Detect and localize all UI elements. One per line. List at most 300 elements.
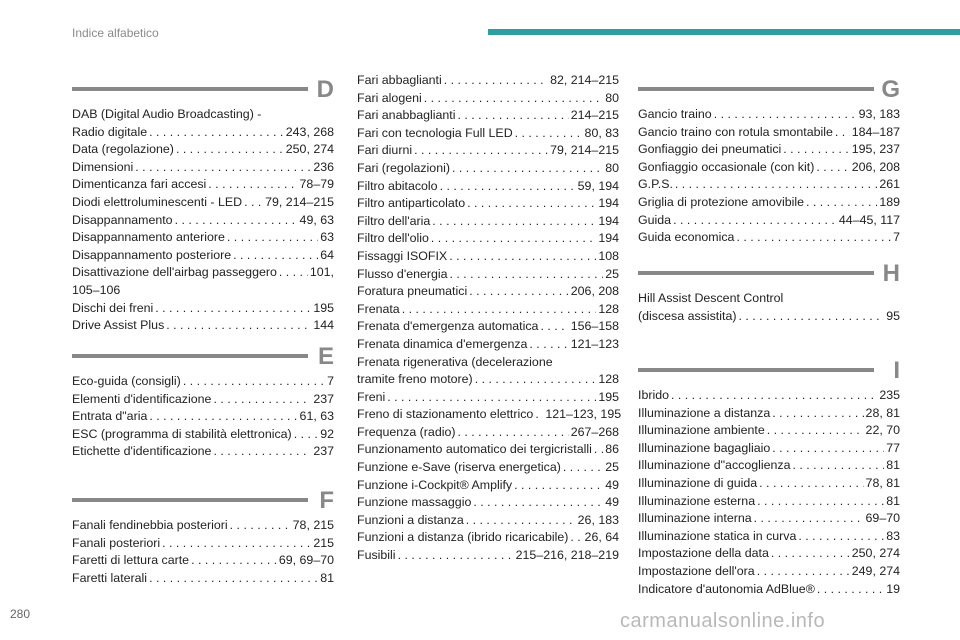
page-number: 280: [10, 607, 31, 621]
index-entry-term: Gancio traino con rotula smontabile: [638, 124, 833, 139]
index-entry-term: Frenata rigenerativa (decelerazione: [357, 354, 553, 369]
index-section: [72, 343, 334, 461]
index-entry-pages: 63: [320, 230, 334, 245]
index-entry-term: Funzionamento automatico dei tergicristalli: [357, 442, 592, 457]
dot-leader: [424, 90, 603, 108]
index-entry-pages: 194: [598, 231, 619, 246]
index-entry: [638, 528, 900, 546]
index-entry-list: [638, 290, 900, 325]
index-entry-pages: 79, 214–215: [550, 143, 619, 158]
section-letter: F: [319, 487, 334, 514]
dot-leader: [772, 440, 884, 458]
dot-leader: [714, 106, 857, 124]
dot-leader: [233, 247, 318, 265]
index-entry-list: [638, 387, 900, 598]
index-entry-term: Frenata dinamica d'emergenza: [357, 336, 528, 351]
index-entry-pages: 61, 63: [299, 409, 334, 424]
index-entry-term: Freni: [357, 389, 386, 404]
index-entry-term: Fissaggi ISOFIX: [357, 248, 448, 263]
index-entry-pages: 206, 208: [570, 284, 619, 299]
watermark: carmanualsonline.info: [620, 610, 826, 632]
index-entry-pages: 19: [886, 581, 900, 596]
index-entry-pages: 80: [605, 90, 619, 105]
index-entry-pages: 79, 214–215: [265, 194, 334, 209]
index-entry-term: Frenata d'emergenza automatica: [357, 319, 539, 334]
index-entry-term: Guida economica: [638, 230, 735, 245]
dot-leader: [213, 391, 311, 409]
index-entry-pages: 144: [313, 318, 334, 333]
index-entry: [357, 371, 619, 389]
index-entry-list: [72, 517, 334, 587]
index-section: [638, 260, 900, 325]
section-letter: G: [881, 76, 900, 103]
dot-leader: [431, 230, 596, 248]
index-entry-term: Illuminazione bagagliaio: [638, 440, 771, 455]
dot-leader: [540, 318, 568, 336]
index-entry: [72, 264, 334, 282]
dot-leader: [149, 570, 318, 588]
index-entry: [357, 494, 619, 512]
index-entry-continuation: [72, 282, 334, 300]
section-header: [72, 76, 334, 103]
dot-leader: [402, 301, 597, 319]
index-entry-pages: 81: [886, 493, 900, 508]
index-entry-pages: 26, 64: [584, 530, 619, 545]
index-entry-term: Elementi d'identificazione: [72, 391, 212, 406]
dot-leader: [450, 266, 604, 284]
index-entry: [72, 229, 334, 247]
index-entry-pages: 206, 208: [851, 159, 900, 174]
index-entry: [357, 107, 619, 125]
index-entry: [638, 545, 900, 563]
index-entry-term: (discesa assistita): [638, 308, 737, 323]
index-entry: [357, 424, 619, 442]
index-section: [638, 76, 900, 247]
index-entry-pages: 80, 83: [584, 125, 619, 140]
index-entry-pages: 237: [313, 444, 334, 459]
index-entry-term: Fari diurni: [357, 143, 413, 158]
section-divider: [72, 87, 308, 91]
index-entry: [357, 459, 619, 477]
index-entry-line: [638, 290, 900, 308]
index-entry-term: Fusibili: [357, 548, 396, 563]
index-entry-term: Filtro antiparticolato: [357, 196, 466, 211]
dot-leader: [757, 493, 884, 511]
index-entry-pages: 64: [320, 247, 334, 262]
index-entry-pages: 49, 63: [299, 212, 334, 227]
index-entry-pages: 250, 274: [285, 142, 334, 157]
index-section: [638, 357, 900, 598]
index-entry: [72, 552, 334, 570]
index-entry: [72, 300, 334, 318]
index-entry-term: Funzione e-Save (riserva energetica): [357, 460, 561, 475]
dot-leader: [149, 408, 297, 426]
index-entry: [638, 212, 900, 230]
index-entry-term: Fari con tecnologia Full LED: [357, 125, 513, 140]
dot-leader: [514, 477, 603, 495]
index-entry: [72, 570, 334, 588]
section-letter: D: [316, 76, 334, 103]
index-entry-pages: 249, 274: [851, 563, 900, 578]
index-entry: [357, 547, 619, 565]
index-entry: [638, 159, 900, 177]
index-entry-term: Flusso d'energia: [357, 266, 448, 281]
index-entry-term: Fari anabbaglianti: [357, 108, 456, 123]
index-entry-pages: 49: [605, 477, 619, 492]
dot-leader: [457, 424, 568, 442]
index-entry: [72, 176, 334, 194]
section-header: [638, 357, 900, 384]
index-entry: [357, 389, 619, 407]
index-entry: [357, 213, 619, 231]
index-entry: [638, 106, 900, 124]
page-header-title: Indice alfabetico: [72, 26, 159, 40]
index-entry-pages: 28, 81: [865, 405, 900, 420]
index-entry-pages: 250, 274: [851, 546, 900, 561]
dot-leader: [736, 229, 891, 247]
index-entry: [638, 563, 900, 581]
dot-leader: [793, 457, 885, 475]
dot-leader: [535, 406, 543, 424]
index-entry-pages: 215: [313, 535, 334, 550]
index-entry-pages: 69, 69–70: [278, 553, 334, 568]
index-entry: [638, 176, 900, 194]
dot-leader: [227, 229, 318, 247]
section-header: [72, 343, 334, 370]
index-entry: [72, 194, 334, 212]
dot-leader: [771, 545, 850, 563]
index-entry: [357, 529, 619, 547]
index-entry: [357, 512, 619, 530]
index-entry-pages: 95: [886, 308, 900, 323]
index-entry-pages: 93, 183: [858, 107, 900, 121]
index-entry-pages: 81: [320, 570, 334, 585]
index-entry-term: Guida: [638, 212, 672, 227]
index-entry-list: [72, 373, 334, 461]
index-entry-pages-continued: 105–106: [72, 282, 121, 297]
index-entry: [72, 426, 334, 444]
index-entry-pages: 237: [313, 391, 334, 406]
index-entry: [72, 124, 334, 142]
dot-leader: [469, 283, 569, 301]
index-entry-pages: 156–158: [570, 319, 619, 334]
dot-leader: [166, 317, 311, 335]
index-entry-term: Drive Assist Plus: [72, 318, 165, 333]
index-entry-pages: 77: [886, 440, 900, 455]
index-entry-pages: 214–215: [570, 108, 619, 123]
dot-leader: [754, 510, 864, 528]
index-entry: [638, 141, 900, 159]
dot-leader: [191, 552, 277, 570]
index-entry: [357, 266, 619, 284]
index-entry: [638, 308, 900, 326]
dot-leader: [466, 512, 576, 530]
index-entry-term: Illuminazione d"accoglienza: [638, 458, 791, 473]
index-entry: [72, 212, 334, 230]
index-entry-term: Disappannamento posteriore: [72, 247, 232, 262]
index-entry: [638, 194, 900, 212]
index-entry: [72, 408, 334, 426]
index-entry-term: Freno di stazionamento elettrico: [357, 407, 534, 422]
index-entry-term: DAB (Digital Audio Broadcasting) -: [72, 107, 262, 121]
index-entry-pages: 59, 194: [577, 178, 619, 193]
index-entry-pages: 22, 70: [865, 423, 900, 438]
dot-leader: [473, 494, 603, 512]
dot-leader: [444, 72, 548, 90]
index-entry-term: Disattivazione dell'airbag passeggero: [72, 265, 277, 280]
dot-leader: [835, 124, 850, 142]
index-entry-pages: 7: [893, 230, 900, 245]
index-entry-pages: 261: [879, 177, 900, 192]
index-entry-pages: 44–45, 117: [838, 212, 900, 227]
index-entry-pages: 49: [605, 495, 619, 510]
index-entry-term: Entrata d"aria: [72, 409, 148, 424]
index-entry-term: Indicatore d'autonomia AdBlue®: [638, 581, 815, 596]
index-entry: [357, 283, 619, 301]
index-entry-list: [72, 106, 334, 335]
index-entry-term: Illuminazione interna: [638, 511, 752, 526]
index-section: [72, 76, 334, 335]
index-entry: [638, 440, 900, 458]
index-entry: [72, 443, 334, 461]
dot-leader: [414, 142, 548, 160]
index-entry-pages: 25: [605, 266, 619, 281]
index-entry: [357, 72, 619, 90]
index-entry-line: [357, 354, 619, 372]
index-entry: [72, 141, 334, 159]
index-entry-line: [72, 106, 334, 124]
dot-leader: [398, 547, 514, 565]
index-entry-pages: 194: [598, 196, 619, 211]
index-entry-pages: 195, 237: [851, 142, 900, 157]
index-entry-term: Filtro abitacolo: [357, 178, 438, 193]
index-entry: [357, 125, 619, 143]
index-entry-term: Funzione massaggio: [357, 495, 472, 510]
section-divider: [72, 354, 308, 358]
dot-leader: [162, 535, 311, 553]
dot-leader: [155, 300, 311, 318]
dot-leader: [475, 371, 597, 389]
header-accent-bar: [488, 29, 960, 35]
index-entry-term: Foratura pneumatici: [357, 284, 468, 299]
index-entry: [638, 510, 900, 528]
index-entry: [72, 159, 334, 177]
dot-leader: [149, 124, 284, 142]
index-entry: [72, 247, 334, 265]
index-entry: [638, 422, 900, 440]
index-entry-pages: 128: [598, 372, 619, 387]
dot-leader: [230, 517, 291, 535]
section-divider: [638, 368, 874, 372]
index-entry-pages: 195: [313, 300, 334, 315]
dot-leader: [757, 563, 850, 581]
index-entry: [357, 142, 619, 160]
index-entry: [357, 160, 619, 178]
index-entry-term: Filtro dell'olio: [357, 231, 429, 246]
index-entry-term: Filtro dell'aria: [357, 213, 431, 228]
index-entry-pages: 195: [598, 389, 619, 404]
index-entry-term: Fanali fendinebbia posteriori: [72, 518, 228, 532]
dot-leader: [279, 264, 308, 282]
index-entry-term: Data (regolazione): [72, 142, 174, 157]
index-entry-pages: 78–79: [299, 177, 334, 192]
dot-leader: [183, 373, 325, 391]
index-entry: [72, 517, 334, 535]
section-divider: [72, 498, 308, 502]
dot-leader: [798, 528, 884, 546]
index-entry-term: Eco-guida (consigli): [72, 374, 181, 388]
index-section: [72, 487, 334, 587]
section-letter: H: [882, 260, 900, 287]
index-entry: [638, 493, 900, 511]
index-entry-term: Faretti di lettura carte: [72, 553, 190, 568]
index-entry-term: Illuminazione ambiente: [638, 423, 765, 438]
index-entry-pages: 101,: [309, 265, 334, 280]
index-entry-term: Dimenticanza fari accesi: [72, 177, 207, 192]
index-entry-term: Gancio traino: [638, 107, 712, 121]
index-entry-term: Hill Assist Descent Control: [638, 291, 784, 305]
index-entry-term: Frequenza (radio): [357, 424, 456, 439]
index-entry-term: Fari alogeni: [357, 90, 422, 105]
dot-leader: [772, 405, 863, 423]
index-entry-term: Fari abbaglianti: [357, 73, 442, 87]
index-entry-pages: 92: [320, 426, 334, 441]
index-entry-pages: 215–216, 218–219: [515, 548, 619, 563]
index-entry-term: ESC (programma di stabilità elettronica): [72, 426, 292, 441]
index-entry-pages: 81: [886, 458, 900, 473]
index-entry: [357, 406, 622, 424]
index-entry: [357, 178, 619, 196]
dot-leader: [806, 194, 877, 212]
index-entry-pages: 83: [886, 528, 900, 543]
dot-leader: [176, 141, 284, 159]
index-entry-pages: 78, 81: [865, 475, 900, 490]
index-entry: [638, 457, 900, 475]
index-entry-term: Fanali posteriori: [72, 535, 161, 550]
index-entry-term: Etichette d'identificazione: [72, 444, 212, 459]
index-entry-pages: 128: [598, 301, 619, 316]
index-entry-pages: 184–187: [851, 124, 900, 139]
index-entry-term: Frenata: [357, 301, 400, 316]
dot-leader: [387, 389, 596, 407]
index-entry-pages: 243, 268: [285, 124, 334, 139]
index-entry-pages: 121–123, 195: [545, 407, 622, 422]
index-entry-pages: 86: [605, 442, 619, 457]
dot-leader: [244, 194, 263, 212]
index-entry-term: Funzioni a distanza: [357, 512, 464, 527]
section-letter: I: [893, 357, 900, 384]
index-entry-term: Radio digitale: [72, 124, 148, 139]
index-entry: [357, 248, 619, 266]
index-entry: [357, 90, 619, 108]
index-entry-list: [638, 106, 900, 247]
index-entry-pages: 7: [327, 374, 334, 388]
index-entry-term: Illuminazione a distanza: [638, 405, 771, 420]
index-entry-pages: 121–123: [570, 336, 619, 351]
dot-leader: [440, 178, 576, 196]
dot-leader: [563, 459, 603, 477]
index-entry-term: G.P.S.: [638, 177, 673, 192]
dot-leader: [783, 141, 849, 159]
index-entry: [638, 405, 900, 423]
index-entry-term: Diodi elettroluminescenti - LED: [72, 194, 243, 209]
dot-leader: [594, 441, 603, 459]
dot-leader: [817, 581, 884, 599]
section-header: [638, 260, 900, 287]
index-entry-pages: 236: [313, 159, 334, 174]
dot-leader: [673, 212, 837, 230]
dot-leader: [452, 160, 603, 178]
index-entry-pages: 26, 183: [577, 512, 619, 527]
dot-leader: [467, 195, 596, 213]
index-entry-term: Gonfiaggio dei pneumatici: [638, 142, 782, 157]
index-entry-term: Griglia di protezione amovibile: [638, 194, 804, 209]
index-entry: [72, 535, 334, 553]
dot-leader: [767, 422, 864, 440]
dot-leader: [294, 426, 319, 444]
index-entry-pages: 235: [879, 388, 900, 402]
index-entry-term: Illuminazione di guida: [638, 475, 758, 490]
index-entry: [357, 318, 619, 336]
dot-leader: [449, 248, 596, 266]
dot-leader: [432, 213, 596, 231]
index-entry-pages: 80: [605, 160, 619, 175]
index-entry-term: Ibrido: [638, 388, 669, 402]
index-entry-term: Dimensioni: [72, 159, 134, 174]
index-entry: [638, 475, 900, 493]
index-entry: [638, 124, 900, 142]
dot-leader: [213, 443, 311, 461]
section-divider: [638, 87, 874, 91]
section-header: [638, 76, 900, 103]
section-letter: E: [317, 343, 334, 370]
index-entry-term: Disappannamento anteriore: [72, 230, 225, 245]
index-entry-term: Funzioni a distanza (ibrido ricaricabile): [357, 530, 569, 545]
index-entry: [357, 195, 619, 213]
index-section: [357, 72, 622, 565]
dot-leader: [515, 125, 583, 143]
index-entry-pages: 25: [605, 460, 619, 475]
dot-leader: [208, 176, 297, 194]
dot-leader: [675, 176, 877, 194]
index-entry: [357, 230, 619, 248]
index-entry-pages: 267–268: [570, 424, 619, 439]
index-entry: [357, 477, 619, 495]
index-entry-term: Impostazione dell'ora: [638, 563, 755, 578]
index-entry: [72, 391, 334, 409]
index-entry-term: Illuminazione esterna: [638, 493, 756, 508]
index-entry-term: Faretti laterali: [72, 570, 148, 585]
index-entry-term: Fari (regolazioni): [357, 160, 450, 175]
index-entry: [357, 301, 619, 319]
section-header: [72, 487, 334, 514]
index-entry-pages: 194: [598, 213, 619, 228]
dot-leader: [759, 475, 863, 493]
dot-leader: [738, 308, 884, 326]
index-entry-term: Illuminazione statica in curva: [638, 528, 797, 543]
index-entry-pages: 78, 215: [292, 518, 334, 532]
index-entry-pages: 69–70: [865, 511, 900, 526]
dot-leader: [458, 107, 569, 125]
dot-leader: [529, 336, 568, 354]
index-entry-term: Impostazione della data: [638, 546, 769, 561]
index-entry: [72, 373, 334, 391]
index-entry-list: [357, 72, 622, 565]
index-entry-pages: 82, 214–215: [550, 73, 619, 87]
index-entry: [638, 387, 900, 405]
index-entry: [72, 317, 334, 335]
index-entry-term: Gonfiaggio occasionale (con kit): [638, 159, 815, 174]
